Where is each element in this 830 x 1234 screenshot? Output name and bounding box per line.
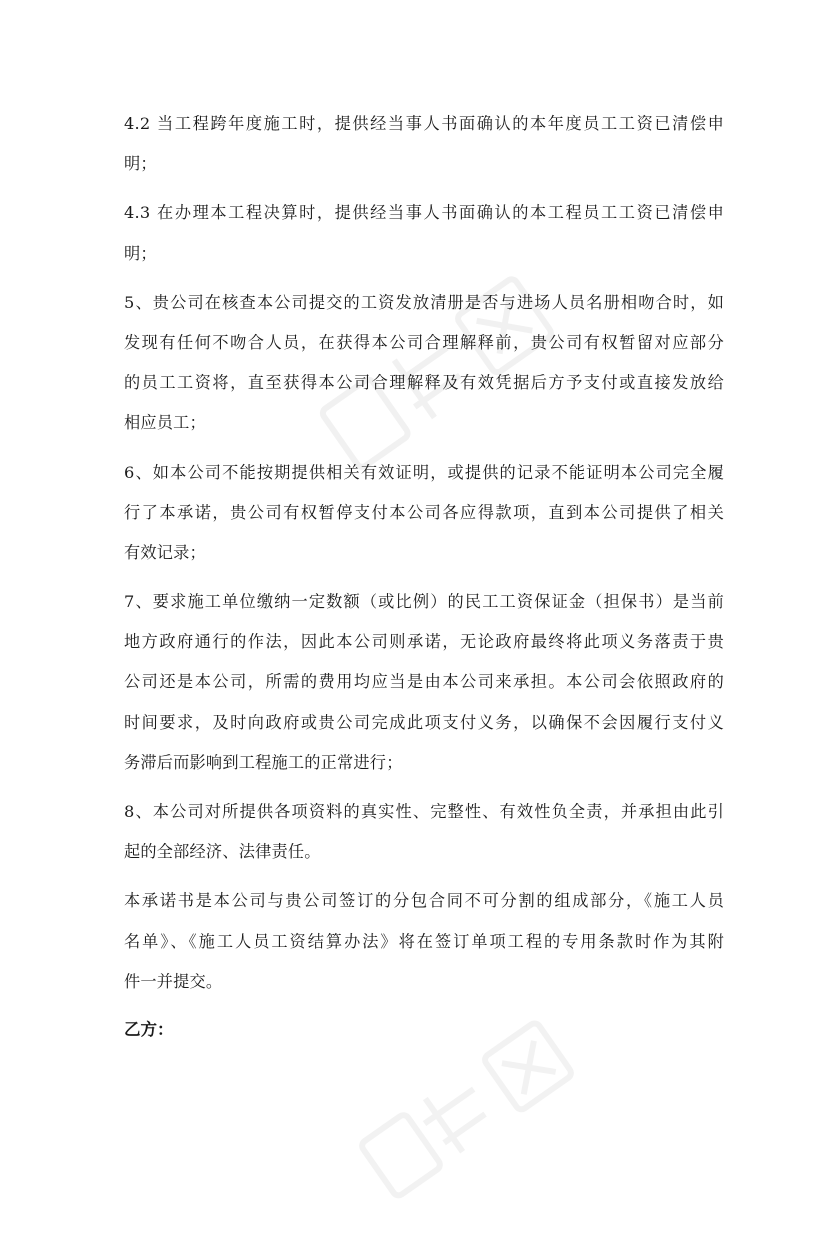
text-line: 时间要求，及时向政府或贵公司完成此项支付义务，以确保不会因履行支付义 xyxy=(124,712,724,732)
text-line: 明； xyxy=(124,243,157,263)
text-line: 件一并提交。 xyxy=(124,971,223,991)
text-line: 地方政府通行的作法，因此本公司则承诺，无论政府最终将此项义务落责于贵 xyxy=(124,632,724,652)
text-line: 6、如本公司不能按期提供相关有效证明，或提供的记录不能证明本公司完全履 xyxy=(124,462,724,482)
text-line: 的员工工资将，直至获得本公司合理解释及有效凭据后方予支付或直接发放给 xyxy=(124,373,724,393)
text-line: 有效记录； xyxy=(124,542,206,562)
document-body xyxy=(124,104,724,1050)
text-line: 务滞后而影响到工程施工的正常进行； xyxy=(124,752,403,772)
text-line: 明； xyxy=(124,154,157,174)
text-line: 相应员工； xyxy=(124,413,206,433)
text-line: 公司还是本公司，所需的费用均应当是由本公司来承担。本公司会依照政府的 xyxy=(124,672,724,692)
text-line: 名单》、《施工人员工资结算办法》将在签订单项工程的专用条款时作为其附 xyxy=(124,931,724,951)
text-line: 7、要求施工单位缴纳一定数额（或比例）的民工工资保证金（担保书）是当前 xyxy=(124,592,724,612)
text-line: 4.3 在办理本工程决算时，提供经当事人书面确认的本工程员工工资已清偿申 xyxy=(124,203,724,223)
text-line: 5、贵公司在核查本公司提交的工资发放清册是否与进场人员名册相吻合时，如 xyxy=(124,292,724,312)
text-line: 本承诺书是本公司与贵公司签订的分包合同不可分割的组成部分，《施工人员 xyxy=(124,891,724,911)
signature-label: 乙方： xyxy=(124,1019,174,1039)
text-line: 8、本公司对所提供各项资料的真实性、完整性、有效性负全责，并承担由此引 xyxy=(124,802,724,821)
text-line: 4.2 当工程跨年度施工时，提供经当事人书面确认的本年度员工工资已清偿申 xyxy=(124,114,724,133)
text-line: 行了本承诺，贵公司有权暂停支付本公司各应得款项，直到本公司提供了相关 xyxy=(124,502,724,522)
text-line: 发现有任何不吻合人员，在获得本公司合理解释前，贵公司有权暂留对应部分 xyxy=(124,332,724,352)
text-line: 起的全部经济、法律责任。 xyxy=(124,842,321,862)
